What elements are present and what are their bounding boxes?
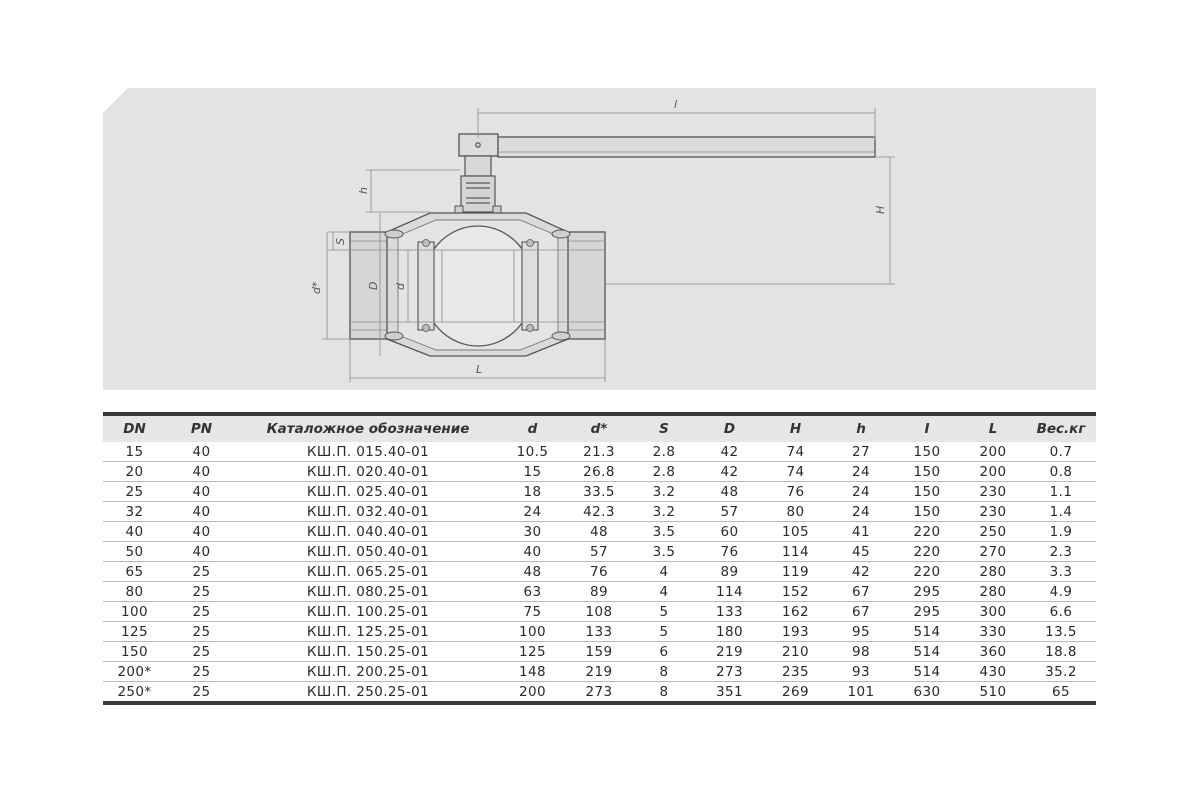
dim-label-length: L <box>476 363 483 376</box>
dim-label-outer-diameter: d* <box>310 281 323 294</box>
cell-col-pn: 25 <box>166 602 237 622</box>
cell-col-s: 5 <box>632 622 696 642</box>
cell-col-l: 250 <box>960 522 1026 542</box>
table-row <box>103 682 1096 704</box>
cell-col-h: 67 <box>828 582 894 602</box>
cell-col-dn: 65 <box>103 562 166 582</box>
cell-col-h-big: 162 <box>763 602 828 622</box>
cell-col-d: 200 <box>519 683 546 700</box>
cell-col-l: 430 <box>960 662 1026 682</box>
table-row <box>103 502 1096 522</box>
cell-col-l: 230 <box>960 502 1026 522</box>
spec-table <box>103 412 1096 705</box>
cell-col-l: 360 <box>960 642 1026 662</box>
header-col-dn: DN <box>103 414 166 442</box>
cell-col-pn: 25 <box>166 642 237 662</box>
cell-col-s: 2.8 <box>632 442 696 462</box>
cell-col-h-big: 152 <box>763 582 828 602</box>
cell-col-catalog: КШ.П. 015.40-01 <box>237 442 499 462</box>
cell-col-i: 295 <box>894 582 960 602</box>
cell-col-l: 300 <box>960 602 1026 622</box>
cell-col-h: 42 <box>828 562 894 582</box>
cell-col-d-star: 26.8 <box>566 462 632 482</box>
cell-col-dn: 15 <box>103 442 166 462</box>
cell-col-d-star: 133 <box>566 622 632 642</box>
cell-col-catalog: КШ.П. 050.40-01 <box>237 542 499 562</box>
cell-col-pn: 40 <box>166 542 237 562</box>
cell-col-weight: 1.9 <box>1026 522 1096 542</box>
cell-col-l: 280 <box>960 562 1026 582</box>
cell-col-i: 150 <box>894 502 960 522</box>
dim-label-total-height: H <box>874 205 887 214</box>
header-col-catalog: Каталожное обозначение <box>237 414 499 442</box>
cell-col-h-big: 76 <box>763 482 828 502</box>
header-col-d: d <box>499 414 566 442</box>
cell-col-d: 15 <box>499 462 566 482</box>
cell-col-d: 40 <box>499 542 566 562</box>
table-row <box>103 582 1096 602</box>
cell-col-weight: 65 <box>1052 683 1070 700</box>
cell-col-dn: 50 <box>103 542 166 562</box>
cell-col-h: 45 <box>828 542 894 562</box>
cell-col-h-big: 269 <box>782 683 809 700</box>
cell-col-l: 280 <box>960 582 1026 602</box>
cell-col-catalog: КШ.П. 080.25-01 <box>237 582 499 602</box>
cell-col-dn: 32 <box>103 502 166 522</box>
cell-col-weight: 3.3 <box>1026 562 1096 582</box>
cell-col-i: 220 <box>894 522 960 542</box>
cell-col-h-big: 235 <box>763 662 828 682</box>
valve-body <box>350 213 605 356</box>
cell-col-h-big: 193 <box>763 622 828 642</box>
cell-col-catalog: КШ.П. 125.25-01 <box>237 622 499 642</box>
cell-col-dn: 250* <box>117 683 152 700</box>
cell-col-s: 2.8 <box>632 462 696 482</box>
dim-label-diameter-big: D <box>367 281 380 290</box>
cell-col-s: 3.5 <box>632 522 696 542</box>
cell-col-pn: 40 <box>166 502 237 522</box>
cell-col-d-big: 180 <box>696 622 763 642</box>
cell-col-d: 10.5 <box>499 442 566 462</box>
cell-col-weight: 13.5 <box>1026 622 1096 642</box>
cell-col-d-big: 273 <box>696 662 763 682</box>
cell-col-i: 295 <box>894 602 960 622</box>
cell-col-h-big: 105 <box>763 522 828 542</box>
cell-col-i: 514 <box>894 642 960 662</box>
cell-col-pn: 25 <box>166 622 237 642</box>
cell-col-d-big: 42 <box>696 442 763 462</box>
cell-col-h-big: 119 <box>763 562 828 582</box>
cell-col-s: 6 <box>632 642 696 662</box>
cell-col-l: 200 <box>960 462 1026 482</box>
cell-col-s: 8 <box>659 683 669 700</box>
cell-col-h: 24 <box>828 502 894 522</box>
cell-col-dn: 20 <box>103 462 166 482</box>
cell-col-s: 4 <box>632 582 696 602</box>
cell-col-d-big: 60 <box>696 522 763 542</box>
cell-col-s: 3.2 <box>632 482 696 502</box>
cell-col-pn: 40 <box>166 442 237 462</box>
cell-col-d-star: 273 <box>585 683 613 700</box>
table-row <box>103 442 1096 462</box>
cell-col-pn: 40 <box>166 522 237 542</box>
cell-col-h: 98 <box>828 642 894 662</box>
cell-col-h: 101 <box>847 683 875 700</box>
cell-col-weight: 0.7 <box>1026 442 1096 462</box>
cell-col-weight: 4.9 <box>1026 582 1096 602</box>
table-row <box>103 602 1096 622</box>
cell-col-i: 150 <box>894 462 960 482</box>
table-row <box>103 542 1096 562</box>
cell-col-pn: 40 <box>166 482 237 502</box>
cell-col-d: 63 <box>499 582 566 602</box>
cell-col-catalog: КШ.П. 200.25-01 <box>237 662 499 682</box>
cell-col-weight: 2.3 <box>1026 542 1096 562</box>
cell-col-d-star: 89 <box>566 582 632 602</box>
cell-col-dn: 125 <box>103 622 166 642</box>
cell-col-d-big: 89 <box>696 562 763 582</box>
cell-col-pn: 25 <box>192 683 211 700</box>
cell-col-h: 93 <box>828 662 894 682</box>
cell-col-d: 148 <box>499 662 566 682</box>
cell-col-weight: 35.2 <box>1026 662 1096 682</box>
cell-col-l: 270 <box>960 542 1026 562</box>
cell-col-d: 24 <box>499 502 566 522</box>
cell-col-h: 24 <box>828 462 894 482</box>
cell-col-catalog: КШ.П. 032.40-01 <box>237 502 499 522</box>
table-row <box>103 482 1096 502</box>
cell-col-d-big: 114 <box>696 582 763 602</box>
cell-col-i: 630 <box>913 683 941 700</box>
cell-col-d: 75 <box>499 602 566 622</box>
cell-col-d: 100 <box>499 622 566 642</box>
cell-col-l: 330 <box>960 622 1026 642</box>
cell-col-catalog: КШ.П. 065.25-01 <box>237 562 499 582</box>
cell-col-pn: 25 <box>166 582 237 602</box>
cell-col-pn: 25 <box>166 562 237 582</box>
cell-col-weight: 1.1 <box>1026 482 1096 502</box>
cell-col-weight: 1.4 <box>1026 502 1096 522</box>
cell-col-pn: 40 <box>166 462 237 482</box>
table-row <box>103 622 1096 642</box>
cell-col-d-star: 33.5 <box>566 482 632 502</box>
cell-col-s: 4 <box>632 562 696 582</box>
cell-col-dn: 150 <box>103 642 166 662</box>
cell-col-catalog: КШ.П. 100.25-01 <box>237 602 499 622</box>
cell-col-weight: 0.8 <box>1026 462 1096 482</box>
cell-col-h: 67 <box>828 602 894 622</box>
cell-col-catalog: КШ.П. 150.25-01 <box>237 642 499 662</box>
cell-col-d-star: 42.3 <box>566 502 632 522</box>
cell-col-s: 3.2 <box>632 502 696 522</box>
cell-col-catalog: КШ.П. 020.40-01 <box>237 462 499 482</box>
cell-col-i: 150 <box>894 482 960 502</box>
cell-col-catalog: КШ.П. 250.25-01 <box>306 683 430 700</box>
cell-col-i: 150 <box>894 442 960 462</box>
header-col-pn: PN <box>166 414 237 442</box>
cell-col-dn: 80 <box>103 582 166 602</box>
cell-col-weight: 6.6 <box>1026 602 1096 622</box>
cell-col-d-big: 42 <box>696 462 763 482</box>
cell-col-d-star: 48 <box>566 522 632 542</box>
cell-col-d-star: 57 <box>566 542 632 562</box>
table-row <box>103 462 1096 482</box>
cell-col-h-big: 210 <box>763 642 828 662</box>
cell-col-pn: 25 <box>166 662 237 682</box>
cell-col-catalog: КШ.П. 040.40-01 <box>237 522 499 542</box>
header-col-weight: Вес.кг <box>1026 414 1096 442</box>
cell-col-s: 5 <box>632 602 696 622</box>
dim-label-handle-length: l <box>674 98 678 111</box>
cell-col-s: 8 <box>632 662 696 682</box>
cell-col-d: 18 <box>499 482 566 502</box>
cell-col-dn: 100 <box>103 602 166 622</box>
cell-col-d-star: 159 <box>566 642 632 662</box>
header-col-d-big: D <box>696 414 763 442</box>
cell-col-l: 510 <box>979 683 1007 700</box>
cell-col-d-big: 76 <box>696 542 763 562</box>
cell-col-i: 514 <box>894 662 960 682</box>
cell-col-h: 24 <box>828 482 894 502</box>
cell-col-d-big: 48 <box>696 482 763 502</box>
cell-col-l: 200 <box>960 442 1026 462</box>
table-header-row <box>103 414 1096 442</box>
cell-col-s: 3.5 <box>632 542 696 562</box>
cell-col-h-big: 80 <box>763 502 828 522</box>
header-col-i: I <box>894 414 960 442</box>
cell-col-d: 125 <box>499 642 566 662</box>
cell-col-weight: 18.8 <box>1026 642 1096 662</box>
header-col-l: L <box>960 414 1026 442</box>
dim-label-stem-height: h <box>357 187 370 194</box>
cell-col-h-big: 74 <box>763 462 828 482</box>
cell-col-dn: 200* <box>103 662 166 682</box>
cell-col-d-star: 108 <box>566 602 632 622</box>
cell-col-d-big: 351 <box>716 683 743 700</box>
header-col-d-star: d* <box>566 414 632 442</box>
cell-col-catalog: КШ.П. 025.40-01 <box>237 482 499 502</box>
cell-col-i: 220 <box>894 542 960 562</box>
cell-col-l: 230 <box>960 482 1026 502</box>
cell-col-d: 48 <box>499 562 566 582</box>
dim-label-wall-thickness: S <box>334 238 347 245</box>
header-col-h-big: H <box>763 414 828 442</box>
header-col-h: h <box>828 414 894 442</box>
cell-col-d-star: 219 <box>566 662 632 682</box>
cell-col-d-big: 219 <box>696 642 763 662</box>
cell-col-d-big: 133 <box>696 602 763 622</box>
cell-col-i: 514 <box>894 622 960 642</box>
cell-col-h-big: 74 <box>763 442 828 462</box>
cell-col-h: 27 <box>828 442 894 462</box>
cell-col-h: 95 <box>828 622 894 642</box>
valve-handle <box>459 134 875 157</box>
cell-col-dn: 40 <box>103 522 166 542</box>
table-row <box>103 522 1096 542</box>
cell-col-i: 220 <box>894 562 960 582</box>
cell-col-h-big: 114 <box>763 542 828 562</box>
header-col-s: S <box>632 414 696 442</box>
table-row <box>103 642 1096 662</box>
cell-col-h: 41 <box>828 522 894 542</box>
cell-col-d-big: 57 <box>696 502 763 522</box>
table-row <box>103 562 1096 582</box>
cell-col-d-star: 76 <box>566 562 632 582</box>
table-row <box>103 662 1096 682</box>
table-body <box>103 442 1096 703</box>
cell-col-d: 30 <box>499 522 566 542</box>
cell-col-dn: 25 <box>103 482 166 502</box>
dim-label-diameter-small: d <box>394 283 407 290</box>
cell-col-d-star: 21.3 <box>566 442 632 462</box>
